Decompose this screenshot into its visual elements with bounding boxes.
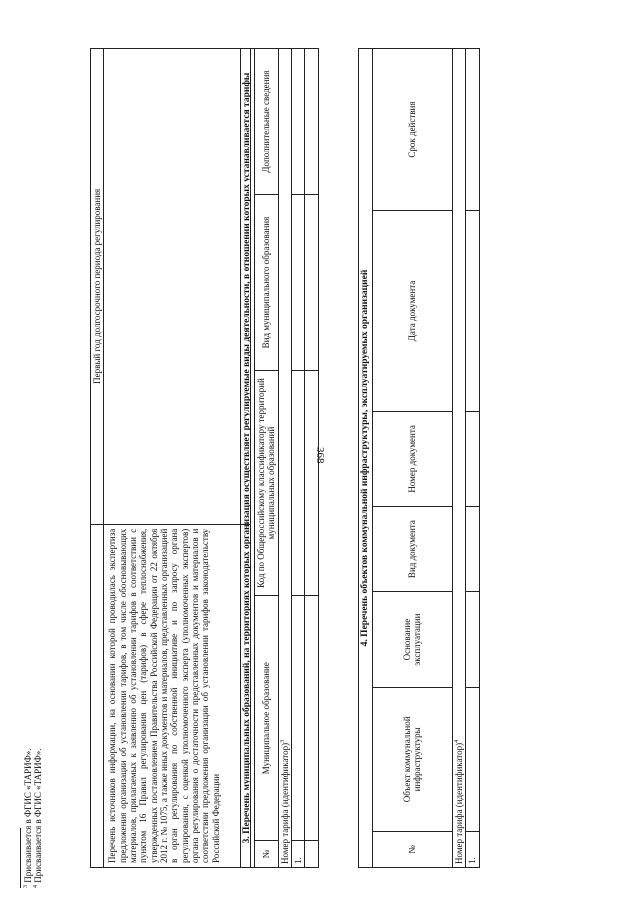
col-municipality-type: Вид муниципального образования xyxy=(254,195,278,371)
infrastructure-title: 4. Перечень объектов коммунальной инфраструктуры, эксплуатируемых организацией xyxy=(359,49,373,868)
col-additional-info: Дополнительные сведения xyxy=(254,49,278,195)
col-doc-date: Дата документа xyxy=(372,211,452,412)
row-number: 1. xyxy=(466,831,479,867)
col-basis: Основание эксплуатации xyxy=(372,592,452,688)
footnote-3: $^3$ Присваивается в ФГИС «ТАРИФ». xyxy=(23,748,33,888)
sources-value xyxy=(104,49,251,525)
footnote-4: $^4$ Присваивается в ФГИС «ТАРИФ». xyxy=(33,748,43,888)
first-year-header: Первый год долгосрочного периода регулирования xyxy=(91,49,104,525)
col-num: № xyxy=(372,831,452,867)
col-term: Срок действия xyxy=(372,49,452,211)
row-number: 1. xyxy=(291,841,304,868)
col-object: Объект коммунальной инфраструктуры xyxy=(372,687,452,831)
sources-header-empty xyxy=(91,524,104,867)
footnote-divider xyxy=(20,828,21,888)
col-doc-number: Номер документа xyxy=(372,411,452,506)
footnotes xyxy=(20,708,220,888)
page-number: 368 xyxy=(314,447,326,464)
municipalities-title: 3. Перечень муниципальных образований, на территориях которых организация осуществляет регулируемые виды деятельности, в отношении которых устанавливается тарифы xyxy=(241,49,255,868)
col-doc-type: Вид документа xyxy=(372,506,452,591)
infrastructure-table xyxy=(358,48,480,868)
tariff-number-row: Номер тарифа (идентификатор)$^4$ xyxy=(452,49,465,868)
col-municipality: Муниципальное образование xyxy=(254,596,278,841)
sources-text: Перечень источников информации, на основании которой проводилась экспертиза предложения организации об установлении тарифов, в том числе обосновывающих материалов, прилагаемых к заявлению об установлении тарифов в соответствии с пунктом 16 Правил регулирования цен (тарифов) в сфере теплоснабжения, утвержденных постановлением Правительства Российской Федерации от 22 октября 2012 г. № 1075, а также иных документов и материалов, представленных организацией в орган регулирования по собственной инициативе и по запросу органа регулирования, с оценкой уполномоченного эксперта (уполномоченных экспертов) органа регулирования о достаточности представленных документов и материалов и соответствии предложения организации об установлении тарифов законодательству Российской Федерации xyxy=(104,524,251,867)
municipalities-table xyxy=(240,48,319,868)
col-oktmo-code: Код по Общероссийскому классификатору территорий муниципальных образований xyxy=(254,370,278,595)
tariff-number-row: Номер тарифа (идентификатор)$^3$ xyxy=(278,49,291,868)
col-num: № xyxy=(254,841,278,868)
